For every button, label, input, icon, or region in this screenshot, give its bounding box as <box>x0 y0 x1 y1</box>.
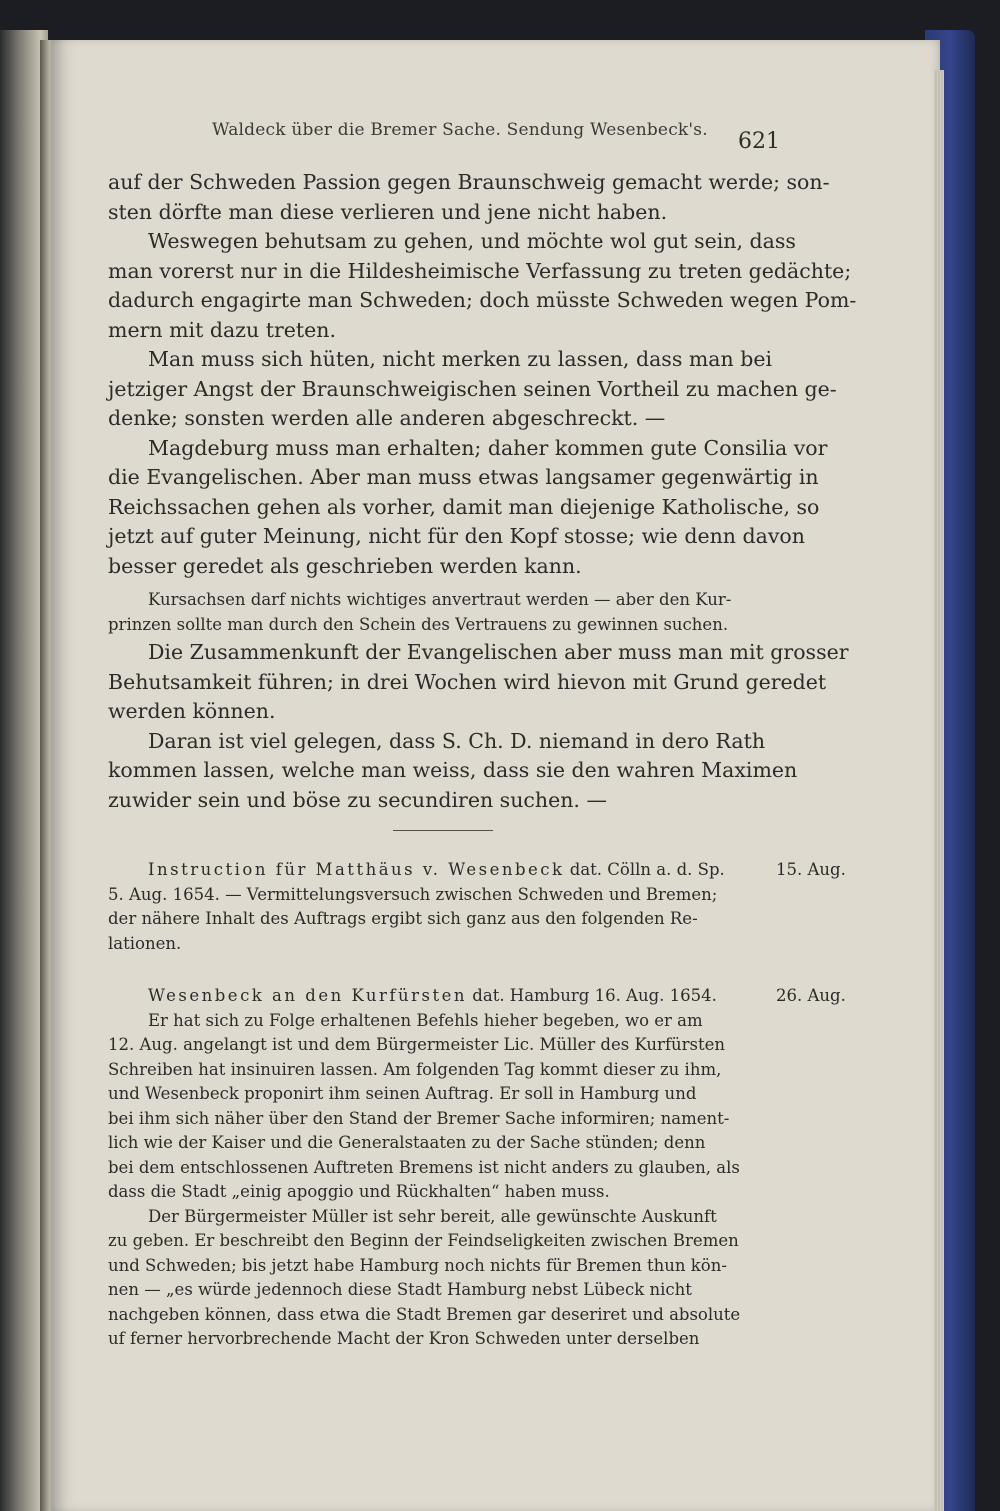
report-line: bei ihm sich näher über den Stand der Bremer Sache informiren; nament- <box>108 1108 730 1128</box>
page-stack-edges <box>934 70 944 1511</box>
report-line: Schreiben hat insinuiren lassen. Am folgenden Tag kommt dieser zu ihm, <box>108 1059 722 1079</box>
text-line: Die Zusammenkunft der Evangelischen aber muss man mit grosser <box>148 640 849 664</box>
text-line: zuwider sein und böse zu secundiren suchen. — <box>108 787 607 812</box>
instruction-line: lationen. <box>108 933 182 953</box>
section-divider <box>393 830 493 831</box>
report-line: dass die Stadt „einig apoggio und Rückhalten“ haben muss. <box>108 1182 610 1201</box>
report-line: Der Bürgermeister Müller ist sehr bereit, alle gewünschte Auskunft <box>148 1206 717 1226</box>
report-heading-line <box>108 984 778 1009</box>
text-line: Magdeburg muss man erhalten; daher kommen gute Consilia vor <box>148 435 828 460</box>
report-line: uf ferner hervorbrechende Macht der Kron Schweden unter derselben <box>108 1329 700 1348</box>
report-line: zu geben. Er beschreibt den Beginn der Feindseligkeiten zwischen Bremen <box>108 1231 739 1250</box>
margin-date: 15. Aug. <box>776 860 846 879</box>
report-block <box>108 984 778 1352</box>
report-line: und Schweden; bis jetzt habe Hamburg noch nichts für Bremen thun kön- <box>108 1255 727 1275</box>
text-line: jetziger Angst der Braunschweigischen seinen Vortheil zu machen ge- <box>108 376 837 401</box>
text-line: man vorerst nur in die Hildesheimische Verfassung zu treten gedächte; <box>108 258 852 283</box>
body-text-block-1 <box>108 168 857 581</box>
text-line: denke; sonsten werden alle anderen abgeschreckt. — <box>108 406 666 430</box>
text-line: mern mit dazu treten. <box>108 317 336 342</box>
report-title: Wesenbeck an den Kurfürsten <box>148 986 468 1005</box>
report-line: nen — „es würde jedennoch diese Stadt Hamburg nebst Lübeck nicht <box>108 1280 692 1299</box>
note-line: Kursachsen darf nichts wichtiges anvertraut werden — aber den Kur- <box>148 590 732 609</box>
text-line: Reichssachen gehen als vorher, damit man diejenige Katholische, so <box>108 494 820 519</box>
report-line: bei dem entschlossenen Auftreten Bremens ist nicht anders zu glauben, als <box>108 1157 740 1177</box>
report-line: nachgeben können, dass etwa die Stadt Bremen gar deseriret und absolute <box>108 1304 741 1324</box>
text-line: sten dörfte man diese verlieren und jene nicht haben. <box>108 199 668 224</box>
text-line: besser geredet als geschrieben werden kann. <box>108 553 582 578</box>
instruction-block <box>108 858 778 956</box>
report-heading-rest: dat. Hamburg 16. Aug. 1654. <box>467 986 717 1005</box>
text-line: Weswegen behutsam zu gehen, und möchte wol gut sein, dass <box>148 229 796 253</box>
report-line: Er hat sich zu Folge erhaltenen Befehls hieher begeben, wo er am <box>148 1010 703 1030</box>
instruction-heading-rest: dat. Cölln a. d. Sp. <box>564 860 725 879</box>
page-number: 621 <box>738 129 780 154</box>
text-line: dadurch engagirte man Schweden; doch müsste Schweden wegen Pom- <box>108 288 857 312</box>
text-line: werden können. <box>108 699 276 723</box>
instruction-line: der nähere Inhalt des Auftrags ergibt sich ganz aus den folgenden Re- <box>108 909 698 928</box>
text-line: jetzt auf guter Meinung, nicht für den Kopf stosse; wie denn davon <box>108 524 805 548</box>
report-line: 12. Aug. angelangt ist und dem Bürgermeister Lic. Müller des Kurfürsten <box>108 1035 726 1054</box>
text-line: kommen lassen, welche man weiss, dass sie den wahren Maximen <box>108 758 798 782</box>
body-text-block-2 <box>108 638 849 815</box>
small-note-block <box>108 588 778 637</box>
text-line: die Evangelischen. Aber man muss etwas langsamer gegenwärtig in <box>108 465 819 489</box>
report-line: lich wie der Kaiser und die Generalstaaten zu der Sache stünden; denn <box>108 1133 706 1152</box>
instruction-heading-line <box>108 858 778 883</box>
text-line: Behutsamkeit führen; in drei Wochen wird hievon mit Grund geredet <box>108 669 827 694</box>
margin-date: 26. Aug. <box>776 986 846 1005</box>
instruction-line: 5. Aug. 1654. — Vermittelungsversuch zwischen Schweden und Bremen; <box>108 884 718 904</box>
text-line: Daran ist viel gelegen, dass S. Ch. D. niemand in dero Rath <box>148 728 766 753</box>
text-line: auf der Schweden Passion gegen Braunschweig gemacht werde; son- <box>108 170 830 194</box>
instruction-title: Instruction für Matthäus v. Wesenbeck <box>148 860 565 879</box>
note-line: prinzen sollte man durch den Schein des Vertrauens zu gewinnen suchen. <box>108 614 729 634</box>
running-head: Waldeck über die Bremer Sache. Sendung Wesenbeck's. <box>212 120 708 140</box>
report-line: und Wesenbeck proponirt ihm seinen Auftrag. Er soll in Hamburg und <box>108 1084 697 1103</box>
text-line: Man muss sich hüten, nicht merken zu lassen, dass man bei <box>148 347 773 371</box>
